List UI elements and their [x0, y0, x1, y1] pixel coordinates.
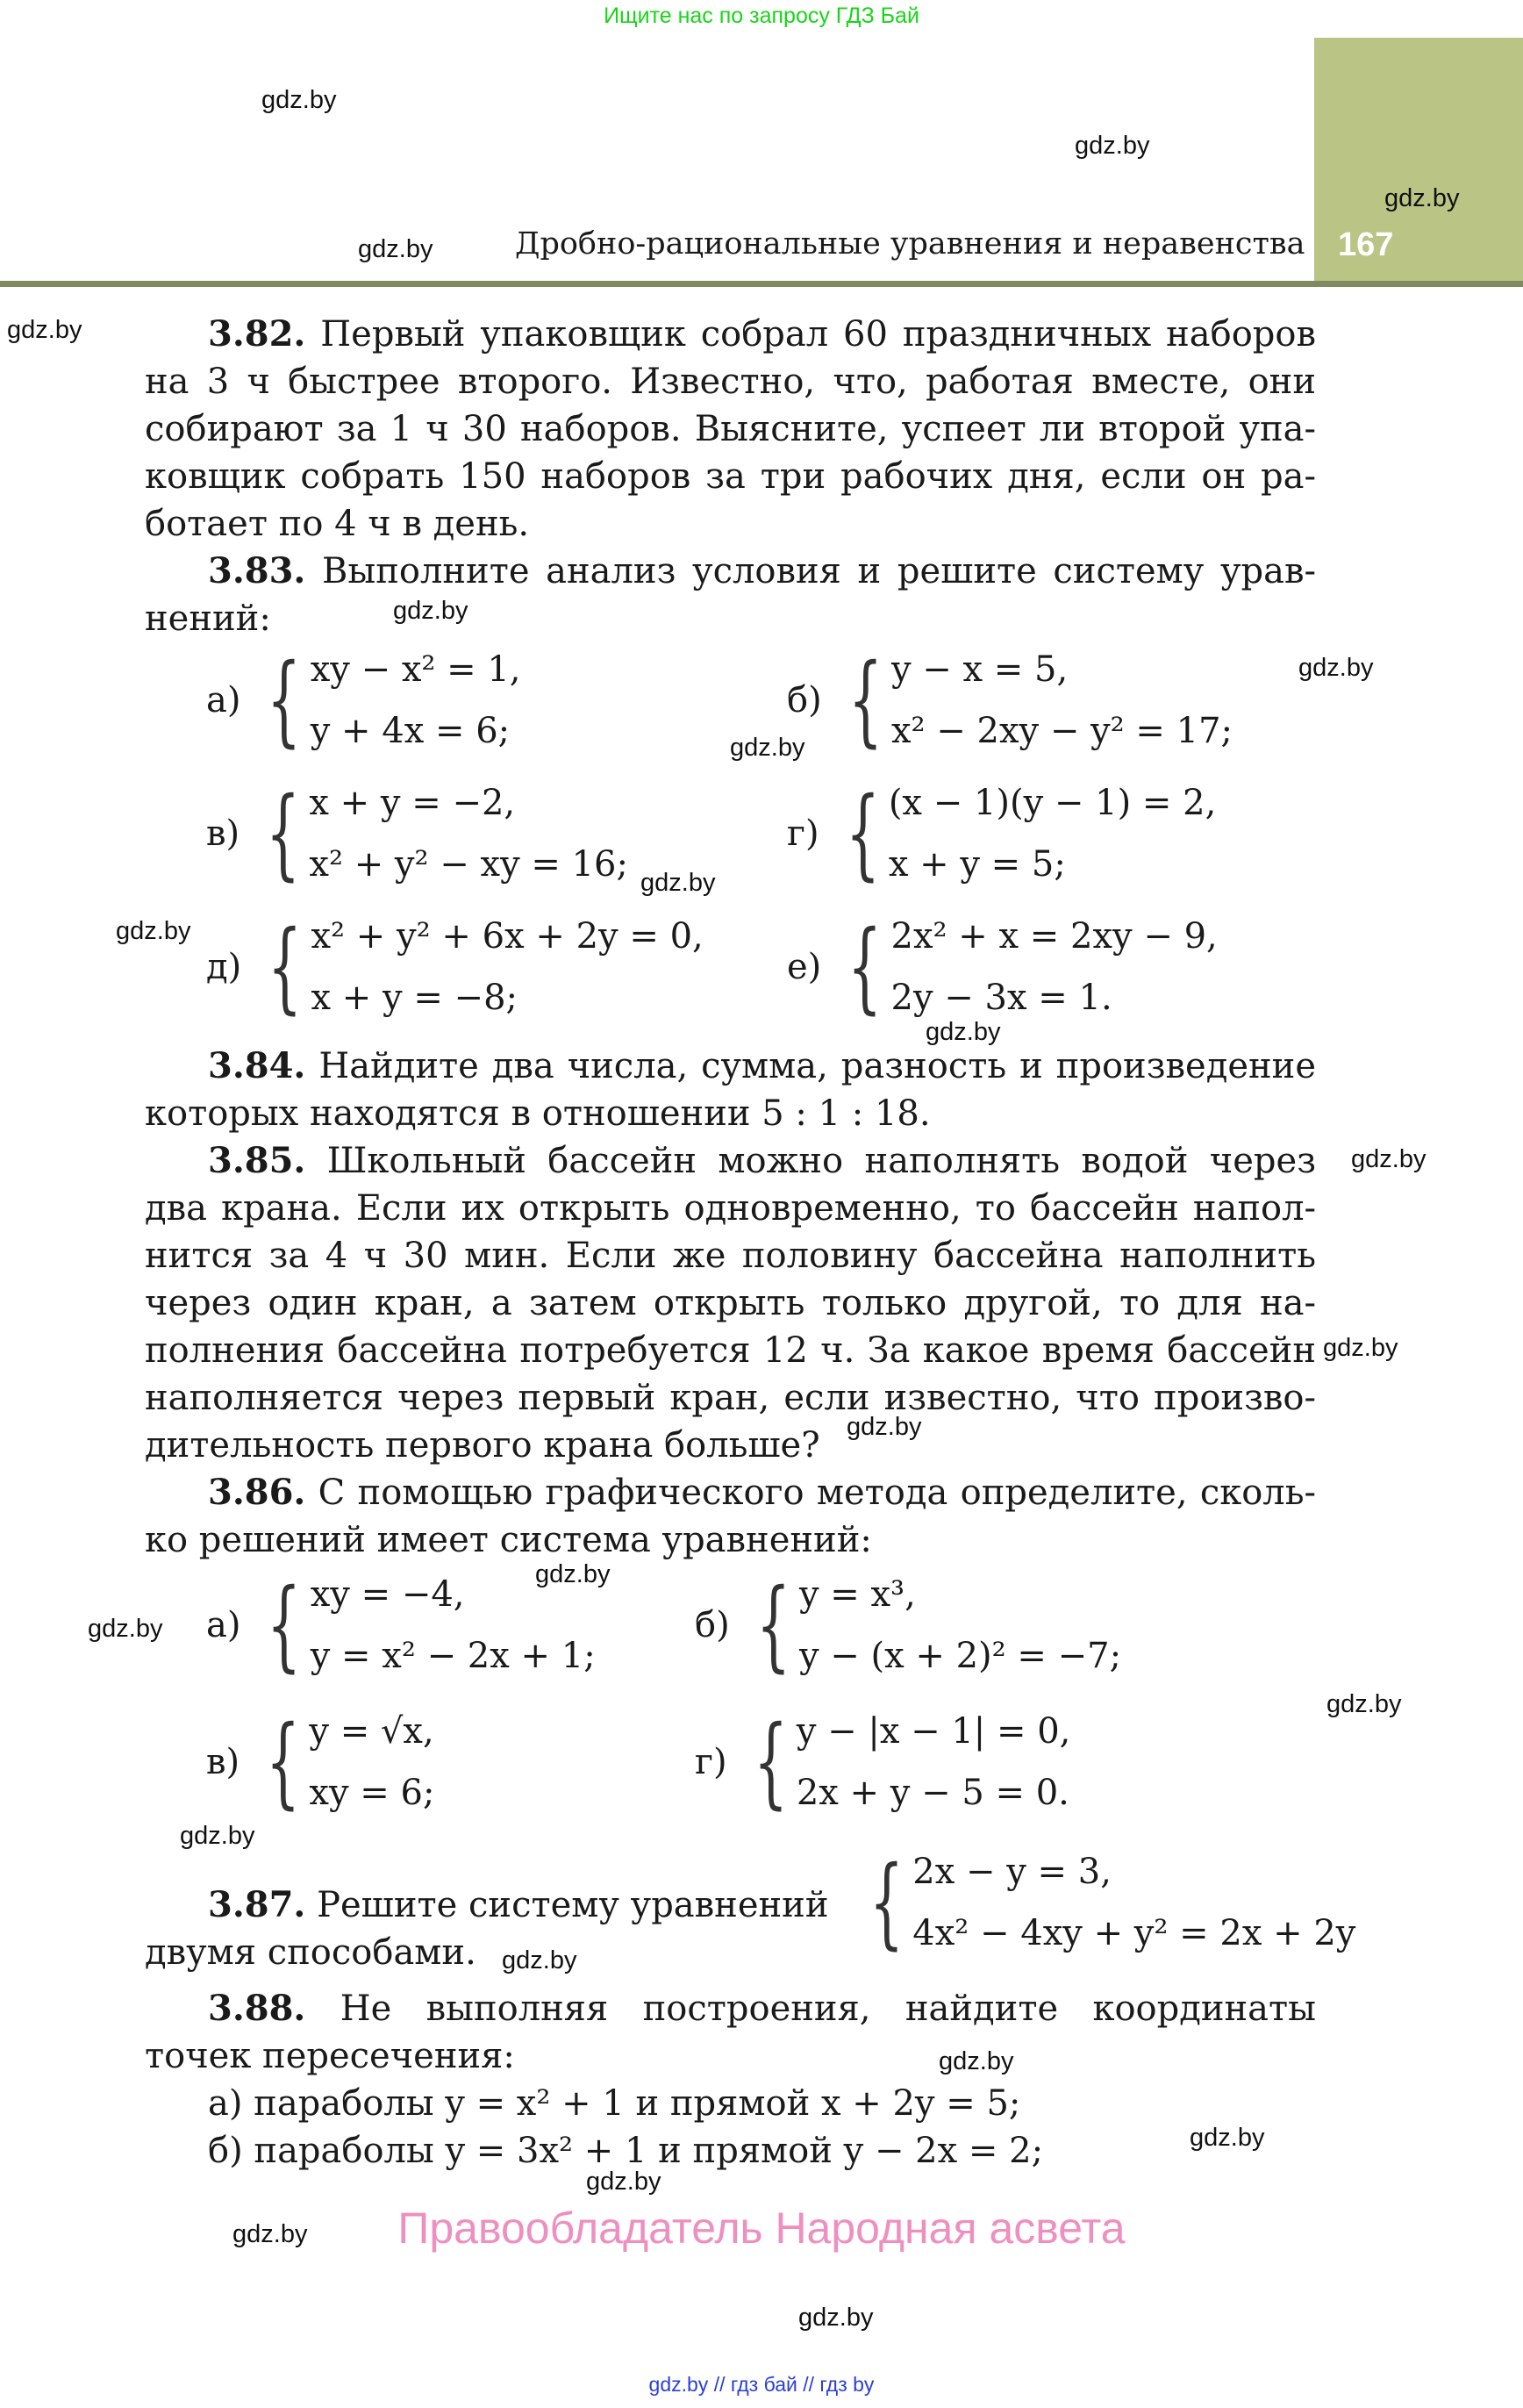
- text-line: Выполните анализ условия и решите систему урав-: [322, 551, 1317, 591]
- watermark-text: gdz.by: [1351, 1145, 1426, 1173]
- problem-3-86: [145, 1469, 1316, 1564]
- problem-3-88: [145, 1985, 1316, 2080]
- text-line: нений:: [145, 598, 271, 639]
- watermark-text: gdz.by: [847, 1413, 922, 1441]
- problem-number: 3.87.: [208, 1884, 306, 1925]
- text-line: Первый упаковщик собрал 60 праздничных наборов: [320, 314, 1317, 355]
- left-brace-icon: {: [266, 1705, 301, 1819]
- equation: x + y = −2,: [309, 783, 516, 823]
- equation: 2x + y − 5 = 0.: [796, 1773, 1069, 1813]
- watermark-text: gdz.by: [261, 86, 337, 114]
- equation: (x − 1)(y − 1) = 2,: [888, 783, 1217, 823]
- text-line: ко решений имеет система уравнений:: [145, 1520, 872, 1560]
- text-line: Решите систему уравнений: [317, 1885, 829, 1925]
- equation: x² + y² − xy = 16;: [309, 844, 628, 885]
- watermark-text: gdz.by: [535, 1560, 611, 1588]
- equation: 4x² − 4xy + y² = 2x + 2y: [912, 1913, 1356, 1953]
- left-brace-icon: {: [847, 910, 883, 1024]
- problem-number: 3.85.: [208, 1140, 306, 1181]
- left-brace-icon: {: [845, 777, 880, 891]
- header-rule: [0, 281, 1523, 287]
- text-line: нится за 4 ч 30 мин. Если же половину бассейна наполнить: [145, 1236, 1316, 1276]
- text-line: на 3 ч быстрее второго. Известно, что, работая вместе, они: [145, 362, 1316, 402]
- list-item: б) параболы y = 3x² + 1 и прямой y − 2x = 2;: [208, 2131, 1044, 2171]
- equation: y − |x − 1| = 0,: [796, 1711, 1071, 1752]
- equation: xy = −4,: [310, 1574, 465, 1615]
- left-brace-icon: {: [267, 1568, 302, 1682]
- problem-number: 3.86.: [208, 1472, 306, 1513]
- equation: xy − x² = 1,: [310, 649, 521, 690]
- system-label: б): [787, 680, 822, 720]
- page-number: 167: [1338, 226, 1394, 263]
- problem-3-87: [145, 1881, 828, 1976]
- left-brace-icon: {: [755, 1568, 790, 1682]
- equation: x² + y² + 6x + 2y = 0,: [311, 916, 704, 957]
- watermark-text: gdz.by: [116, 917, 191, 945]
- text-line: С помощью графического метода определите, сколь-: [318, 1473, 1316, 1513]
- text-line: наполняется через первый кран, если известно, что произво-: [145, 1378, 1316, 1418]
- system-label: е): [787, 947, 822, 987]
- text-line: собирают за 1 ч 30 наборов. Выясните, успеет ли второй упа-: [145, 409, 1316, 449]
- system-label: г): [787, 813, 819, 854]
- watermark-text: gdz.by: [358, 235, 433, 263]
- text-line: ботает по 4 ч в день.: [145, 504, 530, 544]
- top-banner: Ищите нас по запросу ГДЗ Бай: [604, 4, 919, 28]
- text-line: полнения бассейна потребуется 12 ч. За какое время бассейн: [145, 1330, 1316, 1371]
- left-brace-icon: {: [847, 643, 883, 757]
- running-title: Дробно-рациональные уравнения и неравенства: [515, 226, 1305, 262]
- system-label: д): [206, 947, 242, 987]
- text-line: двумя способами.: [145, 1932, 476, 1973]
- problem-number: 3.82.: [208, 313, 306, 355]
- system-3-83-d: [206, 906, 704, 1028]
- list-item: а) параболы y = x² + 1 и прямой x + 2y = 5;: [208, 2083, 1021, 2124]
- watermark-text: gdz.by: [586, 2168, 661, 2196]
- system-3-86-v: [206, 1701, 434, 1824]
- problem-number: 3.84.: [208, 1045, 306, 1086]
- watermark-text: gdz.by: [1298, 654, 1374, 682]
- system-label: б): [695, 1605, 730, 1645]
- equation: 2x² + x = 2xy − 9,: [890, 916, 1218, 957]
- text-line: которых находятся в отношении 5 : 1 : 18.: [145, 1093, 931, 1134]
- left-brace-icon: {: [267, 643, 302, 757]
- text-line: ковщик собрать 150 наборов за три рабочих дня, если он ра-: [145, 456, 1316, 497]
- watermark-text: gdz.by: [502, 1946, 577, 1974]
- problem-3-83: [145, 548, 1316, 642]
- system-3-86-g: [695, 1701, 1070, 1824]
- watermark-text: gdz.by: [232, 2220, 308, 2248]
- system-3-83-v: [206, 772, 628, 895]
- equation: y = x² − 2x + 1;: [310, 1636, 596, 1676]
- problem-number: 3.88.: [208, 1988, 306, 2029]
- watermark-text: gdz.by: [1326, 1690, 1402, 1718]
- equation: y = √x,: [309, 1711, 434, 1752]
- equation: 2x − y = 3,: [912, 1852, 1112, 1892]
- watermark-text: gdz.by: [640, 869, 716, 897]
- watermark-text: gdz.by: [88, 1615, 163, 1643]
- text-line: пересечения:: [262, 2036, 515, 2076]
- watermark-text: gdz.by: [939, 2047, 1014, 2075]
- footer-links[interactable]: gdz.by // гдз бай // гдз by: [648, 2373, 875, 2396]
- system-3-83-a: [206, 639, 521, 762]
- system-3-83-g: [787, 772, 1216, 895]
- watermark-text: gdz.by: [1190, 2124, 1265, 2152]
- copyright-notice: Правообладатель Народная асвета: [397, 2204, 1126, 2253]
- left-brace-icon: {: [266, 777, 301, 891]
- text-line: два крана. Если их открыть одновременно, то бассейн напол-: [145, 1188, 1316, 1229]
- system-3-86-b: [695, 1564, 1121, 1687]
- text-line: Найдите два числа, сумма, разность и произведение: [318, 1046, 1316, 1086]
- text-line: через один кран, а затем открыть только другой, то для на-: [145, 1283, 1316, 1323]
- text-line: дительность первого крана больше?: [145, 1425, 820, 1466]
- problem-number: 3.83.: [208, 550, 306, 591]
- equation: x + y = −8;: [311, 978, 518, 1018]
- left-brace-icon: {: [753, 1705, 788, 1819]
- watermark-text: gdz.by: [1323, 1334, 1398, 1362]
- problem-3-85: [145, 1137, 1316, 1469]
- problem-3-84: [145, 1043, 1316, 1137]
- system-label: а): [206, 1605, 241, 1645]
- text-line: Школьный бассейн можно наполнять водой через: [326, 1141, 1317, 1181]
- watermark-text: gdz.by: [798, 2304, 874, 2332]
- problem-3-88-items: [208, 2080, 1043, 2175]
- system-3-83-e: [787, 906, 1218, 1028]
- equation: y − (x + 2)² = −7;: [798, 1636, 1122, 1676]
- system-label: а): [206, 680, 241, 720]
- watermark-text: gdz.by: [180, 1822, 255, 1850]
- equation: x² − 2xy − y² = 17;: [890, 711, 1233, 751]
- watermark-text: gdz.by: [7, 316, 82, 344]
- equation: x + y = 5;: [888, 844, 1066, 885]
- watermark-text: gdz.by: [926, 1018, 1001, 1046]
- problem-3-82: [145, 311, 1316, 548]
- watermark-text: gdz.by: [1384, 184, 1460, 212]
- equation: y = x³,: [798, 1574, 916, 1615]
- left-brace-icon: {: [869, 1845, 905, 1960]
- equation: 2y − 3x = 1.: [890, 978, 1112, 1018]
- equation: y + 4x = 6;: [310, 711, 511, 751]
- system-label: в): [206, 813, 240, 854]
- system-label: в): [206, 1742, 240, 1782]
- equation: y − x = 5,: [890, 649, 1069, 690]
- watermark-text: gdz.by: [1075, 132, 1150, 160]
- system-label: г): [695, 1742, 727, 1782]
- equation: xy = 6;: [309, 1773, 435, 1813]
- left-brace-icon: {: [268, 910, 303, 1024]
- system-3-83-b: [787, 639, 1233, 762]
- system-3-87: [855, 1841, 1355, 1964]
- text-line: Не выполняя построения, найдите координаты точек: [145, 1989, 1316, 2076]
- watermark-text: gdz.by: [393, 597, 468, 625]
- watermark-text: gdz.by: [730, 734, 805, 762]
